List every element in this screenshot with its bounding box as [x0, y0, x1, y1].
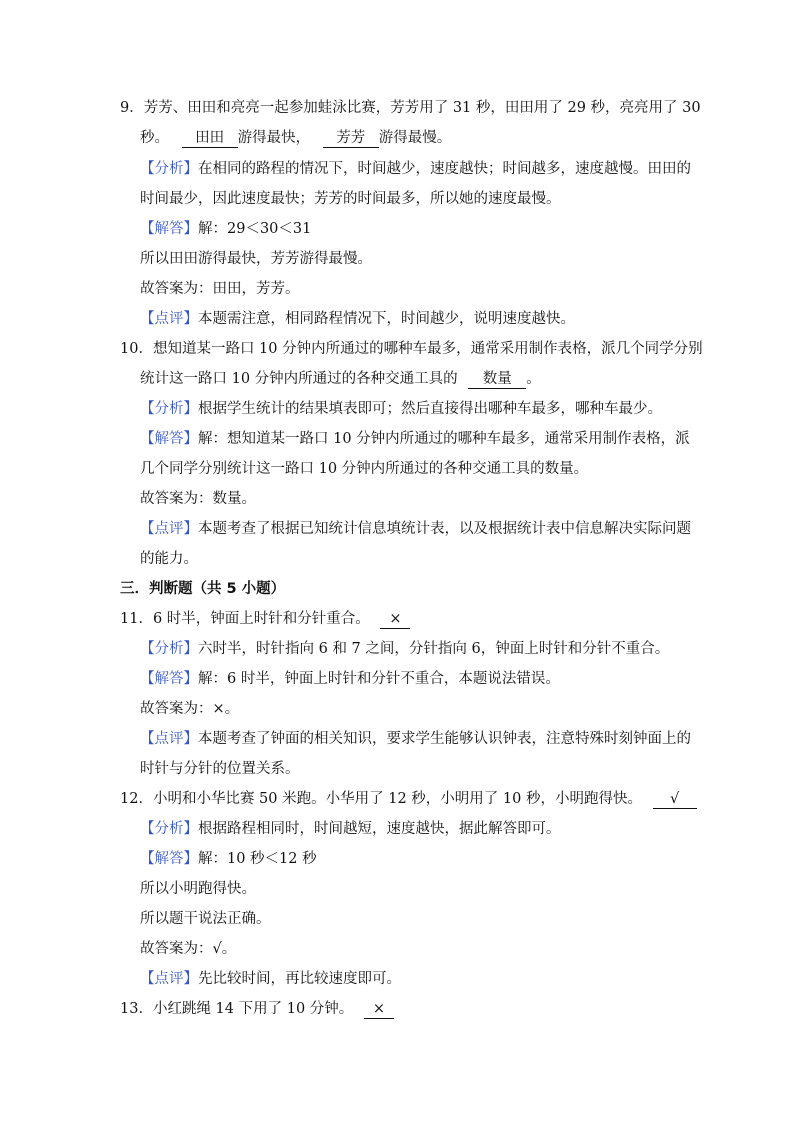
q11-analysis-text: 六时半，时针指向 6 和 7 之间，分针指向 6，钟面上时针和分针不重合。: [198, 641, 670, 657]
analysis-tag: 【分析】: [140, 821, 198, 837]
q9-stem-text: 游得最快，: [237, 130, 311, 146]
q10-analysis: [140, 399, 662, 419]
q11-comment: [140, 729, 691, 749]
q12-answer-line2: 所以小明跑得快。: [140, 881, 256, 897]
q12-answer-blank: √: [653, 790, 697, 809]
q11-comment-text: 本题考查了钟面的相关知识，要求学生能够认识钟表，注意特殊时刻钟面上的: [198, 731, 691, 747]
comment-tag: 【点评】: [140, 521, 198, 537]
q9-answer-blank-2: 芳芳: [323, 129, 379, 148]
q12-answer: [140, 849, 317, 869]
q10-stem-text: 统计这一路口 10 分钟内所通过的各种交通工具的: [140, 371, 458, 387]
q9-answer: [140, 219, 311, 239]
q11-answer: [140, 669, 560, 689]
q10-analysis-text: 根据学生统计的结果填表即可；然后直接得出哪种车最多，哪种车最少。: [198, 401, 662, 417]
q10-comment: [140, 519, 691, 539]
q10-stem-line2: [140, 369, 541, 389]
q12-analysis: [140, 819, 561, 839]
q10-answer-line3: 故答案为：数量。: [140, 491, 256, 507]
q10-answer-line2: 几个同学分别统计这一路口 10 分钟内所通过的各种交通工具的数量。: [140, 461, 589, 477]
q12-analysis-text: 根据路程相同时，时间越短，速度越快，据此解答即可。: [198, 821, 561, 837]
comment-tag: 【点评】: [140, 731, 198, 747]
q11-answer-blank: ×: [380, 610, 410, 629]
comment-tag: 【点评】: [140, 311, 198, 327]
q11-stem: [120, 609, 410, 629]
analysis-tag: 【分析】: [140, 161, 198, 177]
q12-answer-text: 解：10 秒＜12 秒: [198, 851, 317, 867]
analysis-tag: 【分析】: [140, 641, 198, 657]
q12-answer-line3: 所以题干说法正确。: [140, 911, 271, 927]
q9-analysis-line2: 时间最少，因此速度最快；芳芳的时间最多，所以她的速度最慢。: [140, 191, 561, 207]
q10-stem-text: 。: [526, 371, 541, 387]
q9-answer-line2: 所以田田游得最快，芳芳游得最慢。: [140, 251, 372, 267]
q12-answer-line4: 故答案为：√。: [140, 941, 237, 957]
q9-answer-blank-1: 田田: [182, 129, 238, 148]
q12-stem-text: 12．小明和小华比赛 50 米跑。小华用了 12 秒，小明用了 10 秒，小明跑得快。: [120, 791, 642, 807]
q9-analysis: [140, 159, 691, 179]
q13-stem: [120, 999, 394, 1019]
q13-answer-blank: ×: [364, 1000, 394, 1019]
q10-answer-blank: 数量: [468, 370, 526, 389]
answer-tag: 【解答】: [140, 221, 198, 237]
q10-answer-text: 解：想知道某一路口 10 分钟内所通过的哪种车最多，通常采用制作表格，派: [198, 431, 690, 447]
q9-stem-line2: [140, 128, 451, 148]
answer-tag: 【解答】: [140, 431, 198, 447]
q10-comment-text: 本题考查了根据已知统计信息填统计表，以及根据统计表中信息解决实际问题: [198, 521, 691, 537]
q9-answer-line3: 故答案为：田田，芳芳。: [140, 281, 300, 297]
q10-stem-line1: 10．想知道某一路口 10 分钟内所通过的哪种车最多，通常采用制作表格，派几个同学分别: [120, 341, 703, 357]
q9-stem-line1: 9．芳芳、田田和亮亮一起参加蛙泳比赛，芳芳用了 31 秒，田田用了 29 秒，亮亮用了 30: [120, 100, 701, 116]
analysis-tag: 【分析】: [140, 401, 198, 417]
answer-tag: 【解答】: [140, 671, 198, 687]
section-heading: 三．判断题（共 5 小题）: [120, 581, 286, 597]
q9-stem-text: 秒。: [140, 130, 169, 146]
q9-comment: [140, 309, 575, 329]
answer-tag: 【解答】: [140, 851, 198, 867]
q13-stem-text: 13．小红跳绳 14 下用了 10 分钟。: [120, 1001, 354, 1017]
q11-stem-text: 11．6 时半，钟面上时针和分针重合。: [120, 611, 370, 627]
q10-comment-line2: 的能力。: [140, 551, 198, 567]
q9-analysis-text: 在相同的路程的情况下，时间越少，速度越快；时间越多，速度越慢。田田的: [198, 161, 691, 177]
comment-tag: 【点评】: [140, 971, 198, 987]
q10-answer: [140, 429, 690, 449]
q11-answer-text: 解：6 时半，钟面上时针和分针不重合，本题说法错误。: [198, 671, 560, 687]
q12-comment-text: 先比较时间，再比较速度即可。: [198, 971, 401, 987]
q11-analysis: [140, 639, 669, 659]
q11-comment-line2: 时针与分针的位置关系。: [140, 761, 300, 777]
q9-stem-text: 游得最慢。: [378, 130, 452, 146]
q11-answer-line2: 故答案为：×。: [140, 701, 240, 717]
q9-answer-text: 解：29＜30＜31: [198, 221, 312, 237]
q9-comment-text: 本题需注意，相同路程情况下，时间越少，说明速度越快。: [198, 311, 575, 327]
q12-stem: [120, 789, 697, 809]
q12-comment: [140, 969, 401, 989]
